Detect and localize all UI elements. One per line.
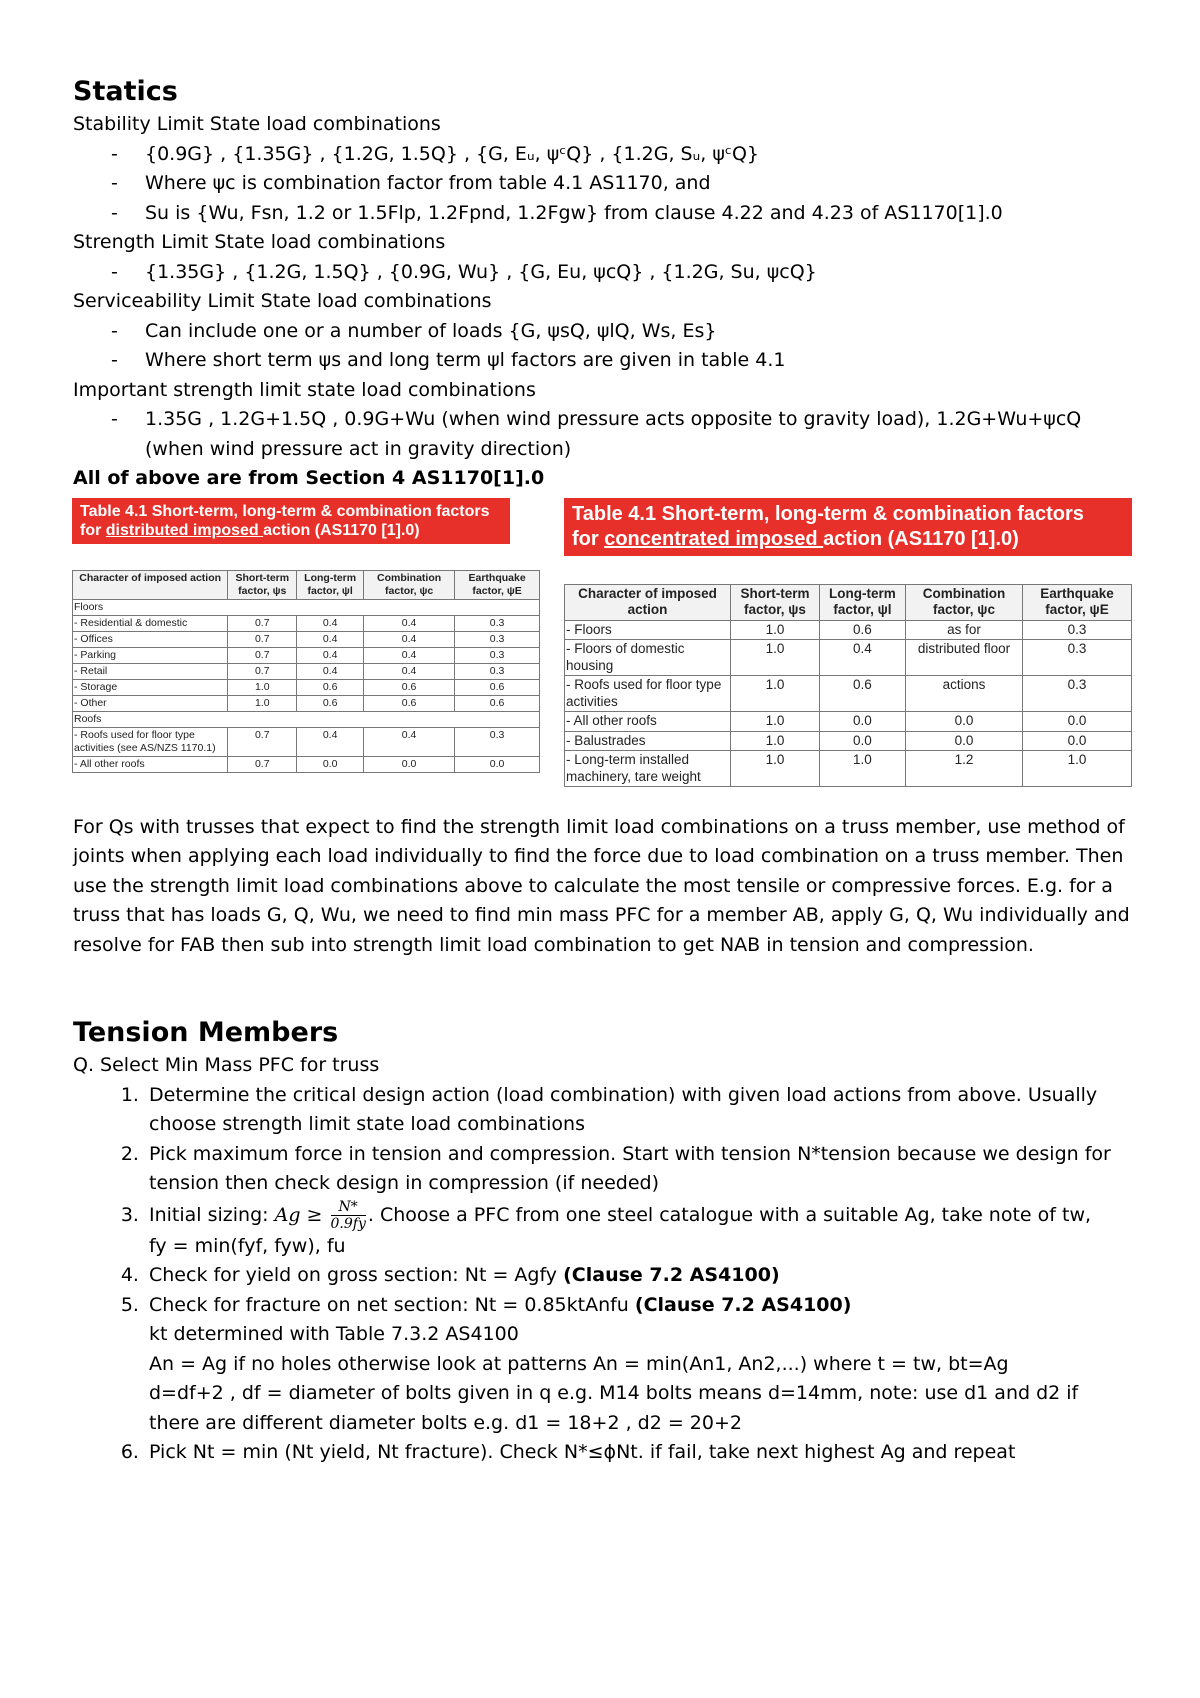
table-row xyxy=(565,640,1132,676)
row-label: - Roofs used for floor type activities (see AS/NZS 1170.1) xyxy=(73,727,228,756)
table-cell: actions xyxy=(905,676,1022,712)
tension-heading: Tension Members xyxy=(73,1017,339,1048)
table-cell: distributed floor xyxy=(905,640,1022,676)
table-row xyxy=(565,731,1132,751)
table-cell: 1.0 xyxy=(731,731,820,751)
caption-underlined: distributed imposed xyxy=(105,521,264,539)
stability-item: - {0.9G} , {1.35G} , {1.2G, 1.5Q} , {G, Eᵤ, ψᶜQ} , {1.2G, Sᵤ, ψᶜQ} xyxy=(111,140,1133,170)
table-cell: 0.4 xyxy=(297,631,364,647)
column-header-factor: Combination factor, ψc xyxy=(905,584,1022,620)
table-cell: 0.7 xyxy=(228,756,297,772)
column-header-character: Character of imposed action xyxy=(565,584,731,620)
table-header-row xyxy=(73,570,540,599)
important-heading: Important strength limit state load combinations xyxy=(73,378,536,401)
table-cell: 0.7 xyxy=(228,727,297,756)
stability-item: - Where ψc is combination factor from table 4.1 AS1170, and xyxy=(111,169,1133,199)
step-1: 1. Determine the critical design action (load combination) with given load actions from above. Usually choose strength limit state load combinations xyxy=(145,1081,1133,1140)
column-header-factor: Long-term factor, ψl xyxy=(819,584,905,620)
step-2: 2. Pick maximum force in tension and compression. Start with tension N*tension because we design for tension then check design in compression (if needed) xyxy=(145,1140,1133,1199)
table-cell: 0.4 xyxy=(364,727,455,756)
row-label: - All other roofs xyxy=(565,712,731,732)
table-cell: 1.0 xyxy=(731,640,820,676)
table-row xyxy=(73,679,540,695)
table-cell: 1.0 xyxy=(819,751,905,787)
table-row xyxy=(73,756,540,772)
table-row xyxy=(73,647,540,663)
important-item xyxy=(111,405,1133,464)
table-cell: 1.0 xyxy=(731,712,820,732)
table-cell: 0.4 xyxy=(297,647,364,663)
table-row xyxy=(73,615,540,631)
caption-line1: Table 4.1 Short-term, long-term & combination factors xyxy=(80,502,490,520)
caption-line2-post: action (AS1170 [1].0) xyxy=(263,521,420,539)
serviceability-item: - Where short term ψs and long term ψl factors are given in table 4.1 xyxy=(111,346,1133,376)
row-label: - Offices xyxy=(73,631,228,647)
table-row xyxy=(73,695,540,711)
table-row xyxy=(73,631,540,647)
statics-heading: Statics xyxy=(73,76,178,107)
caption-line1: Table 4.1 Short-term, long-term & combination factors xyxy=(572,502,1084,525)
row-label: - Parking xyxy=(73,647,228,663)
serviceability-list xyxy=(73,317,1133,376)
table-cell: 0.4 xyxy=(364,615,455,631)
column-header-factor: Long-term factor, ψl xyxy=(297,570,364,599)
row-label: - Roofs used for floor type activities xyxy=(565,676,731,712)
truss-paragraph: For Qs with trusses that expect to find the strength limit load combinations on a truss member, use method of joints when applying each load individually to find the force due to load combination on a truss member. Then use the strength limit load combinations above to calculate the most tensile or compressive forces. E.g. for a truss that has loads G, Q, Wu, we need to find min mass PFC for a member AB, apply G, Q, Wu individually and resolve for FAB then sub into strength limit load combination to get NAB in tension and compression. xyxy=(73,815,1130,956)
table-row xyxy=(565,620,1132,640)
table-cell: 0.0 xyxy=(455,756,540,772)
step-6: 6. Pick Nt = min (Nt yield, Nt fracture). Check N*≤ϕNt. if fail, take next highest Ag and repeat xyxy=(145,1438,1133,1468)
table-cell: 0.0 xyxy=(297,756,364,772)
table-header-row xyxy=(565,584,1132,620)
row-label: - Retail xyxy=(73,663,228,679)
table-cell: 0.4 xyxy=(364,631,455,647)
concentrated-table-caption xyxy=(564,498,1132,556)
step-3 xyxy=(145,1199,1133,1262)
table-cell: 0.0 xyxy=(905,731,1022,751)
step-5-an-line: An = Ag if no holes otherwise look at patterns An = min(An1, An2,...) where t = tw, bt=Ag xyxy=(149,1352,1009,1375)
table-cell: 1.0 xyxy=(731,751,820,787)
table-cell: 0.6 xyxy=(455,695,540,711)
column-header-factor: Short-term factor, ψs xyxy=(228,570,297,599)
table-cell: 0.3 xyxy=(455,647,540,663)
table-cell: 0.7 xyxy=(228,615,297,631)
important-item-line2: (when wind pressure act in gravity direction) xyxy=(145,437,572,460)
distributed-table-block xyxy=(72,498,540,773)
table-cell: 0.4 xyxy=(819,640,905,676)
row-label: - Storage xyxy=(73,679,228,695)
table-cell: 0.6 xyxy=(455,679,540,695)
tension-steps xyxy=(73,1081,1133,1468)
distributed-factors-table xyxy=(72,570,540,773)
important-item-line1: 1.35G , 1.2G+1.5Q , 0.9G+Wu (when wind pressure acts opposite to gravity load), 1.2G+Wu+ψcQ xyxy=(145,408,1082,430)
table-cell: 0.3 xyxy=(1023,620,1132,640)
table-row xyxy=(565,712,1132,732)
tension-question: Q. Select Min Mass PFC for truss xyxy=(73,1054,380,1076)
table-cell: 0.3 xyxy=(1023,640,1132,676)
table-cell: 0.7 xyxy=(228,663,297,679)
row-label: - All other roofs xyxy=(73,756,228,772)
step-3-text: . Choose a PFC from one steel catalogue with a suitable Ag, take note of tw, xyxy=(367,1203,1092,1226)
row-label: - Floors of domestic housing xyxy=(565,640,731,676)
row-label: - Floors xyxy=(565,620,731,640)
table-cell: 0.0 xyxy=(819,712,905,732)
caption-line2-pre: for xyxy=(572,527,605,550)
table-cell: 0.6 xyxy=(819,620,905,640)
caption-underlined: concentrated imposed xyxy=(604,527,824,550)
table-cell: 0.0 xyxy=(905,712,1022,732)
important-list xyxy=(73,405,1133,464)
serviceability-heading: Serviceability Limit State load combinations xyxy=(73,290,492,312)
column-header-factor: Earthquake factor, ψE xyxy=(1023,584,1132,620)
fraction-numerator: N* xyxy=(331,1199,366,1216)
table-row xyxy=(565,751,1132,787)
table-cell: 1.0 xyxy=(1023,751,1132,787)
row-label: - Balustrades xyxy=(565,731,731,751)
table-cell: 0.3 xyxy=(455,727,540,756)
table-cell: 0.4 xyxy=(364,663,455,679)
caption-line2-post: action (AS1170 [1].0) xyxy=(823,527,1019,550)
step-4-clause: (Clause 7.2 AS4100) xyxy=(563,1264,780,1286)
strength-heading: Strength Limit State load combinations xyxy=(73,231,446,253)
table-cell: 0.6 xyxy=(819,676,905,712)
step-3-label: Initial sizing: xyxy=(149,1203,269,1226)
group-label: Floors xyxy=(73,599,540,615)
table-cell: 0.6 xyxy=(364,679,455,695)
stability-heading: Stability Limit State load combinations xyxy=(73,113,441,135)
stability-item-continuation xyxy=(111,199,1133,229)
serviceability-item: - Can include one or a number of loads {G, ψsQ, ψlQ, Ws, Es} xyxy=(111,317,1133,347)
column-header-factor: Short-term factor, ψs xyxy=(731,584,820,620)
table-cell: 0.3 xyxy=(455,615,540,631)
column-header-character: Character of imposed action xyxy=(73,570,228,599)
column-header-factor: Combination factor, ψc xyxy=(364,570,455,599)
step-4 xyxy=(145,1261,1133,1291)
table-row xyxy=(73,727,540,756)
step-5 xyxy=(145,1291,1133,1439)
table-cell: 0.6 xyxy=(297,679,364,695)
table-row xyxy=(565,676,1132,712)
section-gap xyxy=(73,979,1133,1015)
document-body xyxy=(73,74,1133,1468)
table-cell: 1.2 xyxy=(905,751,1022,787)
table-cell: 0.7 xyxy=(228,631,297,647)
table-cell: 0.4 xyxy=(297,727,364,756)
table-cell: 1.0 xyxy=(731,676,820,712)
table-group-row xyxy=(73,711,540,727)
step-5-d-line: d=df+2 , df = diameter of bolts given in q e.g. M14 bolts means d=14mm, note: use d1 and d2 if there are different diameter bolts e.g. d1 = 18+2 , d2 = 20+2 xyxy=(149,1382,1079,1434)
table-cell: 1.0 xyxy=(228,679,297,695)
table-cell: 0.7 xyxy=(228,647,297,663)
distributed-table-caption xyxy=(72,498,510,544)
strength-item: - {1.35G} , {1.2G, 1.5Q} , {0.9G, Wu} , {G, Eu, ψcQ} , {1.2G, Su, ψcQ} xyxy=(111,258,1133,288)
row-label: - Residential & domestic xyxy=(73,615,228,631)
table-cell: 1.0 xyxy=(228,695,297,711)
table-cell: 0.6 xyxy=(364,695,455,711)
table-cell: 0.3 xyxy=(455,631,540,647)
step-5-text: Check for fracture on net section: Nt = 0.85ktAnfu xyxy=(149,1293,629,1316)
stability-list xyxy=(73,140,1133,229)
concentrated-table-block xyxy=(564,498,1132,788)
step-3-lhs: Ag ≥ xyxy=(274,1203,323,1226)
table-cell: 1.0 xyxy=(731,620,820,640)
su-definition: Su is {Wu, Fsn, 1.2 or 1.5Flp, 1.2Fpnd, 1.2Fgw} from clause 4.22 and 4.23 of AS1170[1].0 xyxy=(145,201,1003,224)
strength-list xyxy=(73,258,1133,288)
table-cell: 0.4 xyxy=(364,647,455,663)
factor-tables xyxy=(72,498,1133,794)
table-cell: 0.4 xyxy=(297,663,364,679)
row-label: - Other xyxy=(73,695,228,711)
step-3-fraction xyxy=(331,1199,366,1232)
column-header-factor: Earthquake factor, ψE xyxy=(455,570,540,599)
table-cell: 0.0 xyxy=(1023,712,1132,732)
table-row xyxy=(73,663,540,679)
table-cell: 0.3 xyxy=(1023,676,1132,712)
step-4-text: Check for yield on gross section: Nt = Agfy xyxy=(149,1264,558,1286)
source-note: All of above are from Section 4 AS1170[1].0 xyxy=(73,467,545,489)
group-label: Roofs xyxy=(73,711,540,727)
table-cell: 0.0 xyxy=(364,756,455,772)
table-cell: 0.4 xyxy=(297,615,364,631)
table-cell: 0.6 xyxy=(297,695,364,711)
table-cell: 0.0 xyxy=(1023,731,1132,751)
step-5-clause: (Clause 7.2 AS4100) xyxy=(634,1293,852,1316)
concentrated-factors-table xyxy=(564,584,1132,788)
table-group-row xyxy=(73,599,540,615)
step-3-line2: fy = min(fyf, fyw), fu xyxy=(149,1234,346,1257)
table-cell: 0.3 xyxy=(455,663,540,679)
caption-line2-pre: for xyxy=(80,521,106,539)
table-cell: as for xyxy=(905,620,1022,640)
fraction-denominator: 0.9fy xyxy=(330,1215,366,1232)
row-label: - Long-term installed machinery, tare weight xyxy=(565,751,731,787)
table-cell: 0.0 xyxy=(819,731,905,751)
step-5-kt-line: kt determined with Table 7.3.2 AS4100 xyxy=(149,1323,519,1345)
